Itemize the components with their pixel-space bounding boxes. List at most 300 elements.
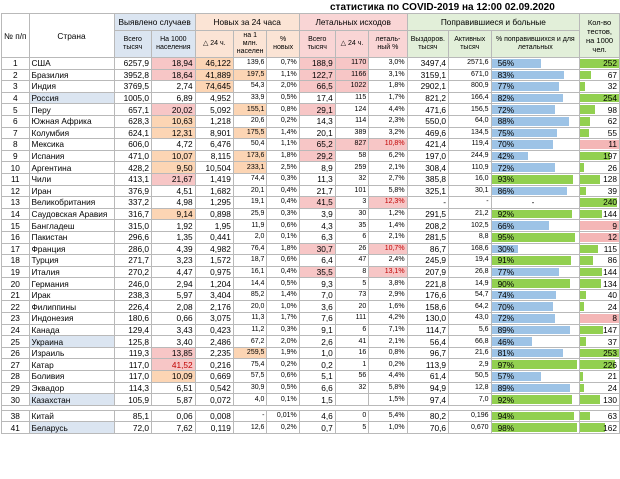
row-active: 168,6 bbox=[449, 243, 492, 255]
row-country: Эквадор bbox=[29, 382, 114, 394]
row-deaths-total: 4,6 bbox=[299, 410, 335, 422]
row-tests bbox=[580, 371, 620, 383]
tests-value: 9 bbox=[612, 220, 617, 231]
row-total: 471,0 bbox=[114, 150, 151, 162]
row-per1000: 10,63 bbox=[151, 115, 195, 127]
tests-value: 39 bbox=[607, 185, 617, 196]
tests-value: 252 bbox=[603, 58, 617, 69]
row-country: Пакистан bbox=[29, 231, 114, 243]
row-total: 270,2 bbox=[114, 266, 151, 278]
row-active: 244,9 bbox=[449, 150, 492, 162]
tests-value: 37 bbox=[607, 336, 617, 347]
row-recovered-pct bbox=[491, 371, 580, 383]
table-row bbox=[2, 220, 620, 232]
row-country: Испания bbox=[29, 150, 114, 162]
row-tests bbox=[580, 220, 620, 232]
table-row bbox=[2, 324, 620, 336]
row-deaths-total: 7,6 bbox=[299, 313, 335, 325]
row-active: 2571,6 bbox=[449, 58, 492, 70]
tests-value: 63 bbox=[607, 411, 617, 422]
table-row bbox=[2, 410, 620, 422]
recovered-pct-value: - bbox=[531, 197, 535, 208]
row-total: 315,0 bbox=[114, 220, 151, 232]
header-active-k: Активных тысяч bbox=[449, 31, 492, 58]
row-deaths-delta: 1 bbox=[335, 359, 368, 371]
row-recovered: 176,6 bbox=[407, 289, 448, 301]
row-tests bbox=[580, 69, 620, 81]
tests-value: 26 bbox=[607, 162, 617, 173]
row-total: 316,7 bbox=[114, 208, 151, 220]
row-per1000: 6,89 bbox=[151, 92, 195, 104]
row-recovered: 61,4 bbox=[407, 371, 448, 383]
row-country: Украина bbox=[29, 336, 114, 348]
table-row bbox=[2, 289, 620, 301]
table-row bbox=[2, 231, 620, 243]
row-per1m: 4,0 bbox=[233, 394, 267, 406]
header-recovered: Поправившиеся и больные bbox=[407, 14, 580, 31]
row-recovered: 245,9 bbox=[407, 255, 448, 267]
row-pct-new: 0,8% bbox=[267, 104, 299, 116]
row-lethal: 4,2% bbox=[369, 313, 407, 325]
recovered-pct-value: 72% bbox=[497, 162, 515, 173]
row-deaths-delta: 16 bbox=[335, 347, 368, 359]
row-country: Боливия bbox=[29, 371, 114, 383]
tests-value: 115 bbox=[603, 243, 617, 254]
row-per1000: 10,09 bbox=[151, 371, 195, 383]
row-deaths-delta: 5 bbox=[335, 278, 368, 290]
row-recovered-pct bbox=[491, 266, 580, 278]
row-num: 27 bbox=[2, 359, 30, 371]
row-total: 180,6 bbox=[114, 313, 151, 325]
row-recovered: 2902,1 bbox=[407, 81, 448, 93]
row-deaths-delta: 47 bbox=[335, 255, 368, 267]
header-new24: Новых за 24 часа bbox=[195, 14, 299, 31]
row-country: Россия bbox=[29, 92, 114, 104]
row-lethal: 2,7% bbox=[369, 173, 407, 185]
row-country: Франция bbox=[29, 243, 114, 255]
row-total: 628,3 bbox=[114, 115, 151, 127]
row-per1m: 173,6 bbox=[233, 150, 267, 162]
row-num: 38 bbox=[2, 410, 30, 422]
row-total: 271,7 bbox=[114, 255, 151, 267]
tests-value: 254 bbox=[603, 93, 617, 104]
row-num: 11 bbox=[2, 173, 30, 185]
row-recovered-pct bbox=[491, 301, 580, 313]
row-pct-new: 1,9% bbox=[267, 347, 299, 359]
row-pct-new: 0,1% bbox=[267, 394, 299, 406]
row-deaths-delta: 5 bbox=[335, 422, 368, 434]
row-per1000: 2,74 bbox=[151, 81, 195, 93]
row-recovered-pct bbox=[491, 208, 580, 220]
recovered-pct-value: 66% bbox=[497, 220, 515, 231]
header-per1000: На 1000 населения bbox=[151, 31, 195, 58]
row-lethal: 3,0% bbox=[369, 58, 407, 70]
row-country: Индонезия bbox=[29, 313, 114, 325]
row-recovered-pct bbox=[491, 115, 580, 127]
row-num: 23 bbox=[2, 313, 30, 325]
recovered-pct-value: 82% bbox=[497, 93, 515, 104]
row-active: 2,9 bbox=[449, 359, 492, 371]
row-per1m: 54,3 bbox=[233, 81, 267, 93]
row-num: 16 bbox=[2, 231, 30, 243]
row-num: 24 bbox=[2, 324, 30, 336]
row-delta24: 8,901 bbox=[195, 127, 233, 139]
row-lethal: 13,1% bbox=[369, 266, 407, 278]
row-recovered-pct bbox=[491, 410, 580, 422]
row-lethal: 2,1% bbox=[369, 231, 407, 243]
row-deaths-total: 17,4 bbox=[299, 92, 335, 104]
row-recovered: 291,5 bbox=[407, 208, 448, 220]
row-num: 28 bbox=[2, 371, 30, 383]
row-deaths-delta: 26 bbox=[335, 243, 368, 255]
row-delta24: 0,898 bbox=[195, 208, 233, 220]
row-country: Южная Африка bbox=[29, 115, 114, 127]
row-pct-new: 0,6% bbox=[267, 220, 299, 232]
row-recovered: 113,9 bbox=[407, 359, 448, 371]
row-per1m: 18,7 bbox=[233, 255, 267, 267]
row-delta24: 1,95 bbox=[195, 220, 233, 232]
row-num: 10 bbox=[2, 162, 30, 174]
row-delta24: 0,441 bbox=[195, 231, 233, 243]
row-lethal: 4,4% bbox=[369, 104, 407, 116]
row-num: 41 bbox=[2, 422, 30, 434]
header-deaths-delta: △ 24 ч. bbox=[335, 31, 368, 58]
row-per1000: 4,98 bbox=[151, 197, 195, 209]
row-per1m: 25,9 bbox=[233, 208, 267, 220]
table-row bbox=[2, 371, 620, 383]
table-body bbox=[2, 58, 620, 434]
recovered-pct-value: 57% bbox=[497, 371, 515, 382]
row-delta24: 5,092 bbox=[195, 104, 233, 116]
row-per1000: 4,72 bbox=[151, 139, 195, 151]
row-delta24: 1,218 bbox=[195, 115, 233, 127]
recovered-pct-value: 30% bbox=[497, 243, 515, 254]
tests-value: 144 bbox=[603, 266, 617, 277]
row-pct-new: 0,6% bbox=[267, 255, 299, 267]
row-pct-new: 0,2% bbox=[267, 359, 299, 371]
row-deaths-delta: 6 bbox=[335, 231, 368, 243]
recovered-pct-value: 88% bbox=[497, 116, 515, 127]
row-country: Италия bbox=[29, 266, 114, 278]
tests-value: 32 bbox=[607, 81, 617, 92]
row-pct-new: 0,01% bbox=[267, 410, 299, 422]
row-delta24: 46,122 bbox=[195, 58, 233, 70]
row-recovered: 550,0 bbox=[407, 115, 448, 127]
row-recovered: 208,2 bbox=[407, 220, 448, 232]
row-deaths-delta: 3 bbox=[335, 197, 368, 209]
row-active: 14,9 bbox=[449, 278, 492, 290]
row-total: 657,1 bbox=[114, 104, 151, 116]
row-per1000: 0,06 bbox=[151, 410, 195, 422]
row-deaths-delta bbox=[335, 394, 368, 406]
header-country: Страна bbox=[29, 14, 114, 58]
row-delta24: 2,176 bbox=[195, 301, 233, 313]
row-recovered: 96,7 bbox=[407, 347, 448, 359]
row-active: - bbox=[449, 197, 492, 209]
row-per1000: 1,35 bbox=[151, 231, 195, 243]
table-row bbox=[2, 58, 620, 70]
row-tests bbox=[580, 410, 620, 422]
header-pct-new: % новых bbox=[267, 31, 299, 58]
recovered-pct-value: 86% bbox=[497, 185, 515, 196]
tests-value: 11 bbox=[608, 139, 617, 150]
row-delta24: 0,072 bbox=[195, 394, 233, 406]
row-delta24: 1,682 bbox=[195, 185, 233, 197]
row-pct-new: 1,8% bbox=[267, 243, 299, 255]
row-lethal: 7,1% bbox=[369, 324, 407, 336]
row-active: 134,5 bbox=[449, 127, 492, 139]
row-per1000: 0,66 bbox=[151, 313, 195, 325]
row-active: 5,6 bbox=[449, 324, 492, 336]
row-tests bbox=[580, 208, 620, 220]
row-per1m: 2,0 bbox=[233, 231, 267, 243]
row-recovered-pct bbox=[491, 197, 580, 209]
row-per1000: 9,14 bbox=[151, 208, 195, 220]
row-lethal: 1,7% bbox=[369, 92, 407, 104]
row-deaths-delta: 20 bbox=[335, 301, 368, 313]
row-num: 30 bbox=[2, 394, 30, 406]
row-per1m: - bbox=[233, 410, 267, 422]
row-recovered: 471,6 bbox=[407, 104, 448, 116]
row-lethal: 1,0% bbox=[369, 422, 407, 434]
row-tests bbox=[580, 347, 620, 359]
row-lethal: 12,3% bbox=[369, 197, 407, 209]
row-country: Бразилия bbox=[29, 69, 114, 81]
row-recovered-pct bbox=[491, 278, 580, 290]
tests-value: 24 bbox=[607, 382, 617, 393]
row-country: Казахстан bbox=[29, 394, 114, 406]
row-total: 6257,9 bbox=[114, 58, 151, 70]
row-delta24: 0,975 bbox=[195, 266, 233, 278]
row-deaths-delta: 35 bbox=[335, 220, 368, 232]
row-deaths-total: 14,3 bbox=[299, 115, 335, 127]
row-deaths-total: 3,9 bbox=[299, 208, 335, 220]
row-recovered: 3497,4 bbox=[407, 58, 448, 70]
row-per1m: 139,6 bbox=[233, 58, 267, 70]
table-row bbox=[2, 104, 620, 116]
row-num: 22 bbox=[2, 301, 30, 313]
row-recovered-pct bbox=[491, 162, 580, 174]
recovered-pct-value: 92% bbox=[497, 209, 515, 220]
recovered-pct-value: 93% bbox=[497, 174, 515, 185]
row-deaths-total: 9,3 bbox=[299, 278, 335, 290]
row-active: 8,8 bbox=[449, 231, 492, 243]
row-total: 114,3 bbox=[114, 382, 151, 394]
row-pct-new: 1,4% bbox=[267, 289, 299, 301]
row-deaths-delta: 58 bbox=[335, 150, 368, 162]
table-row bbox=[2, 313, 620, 325]
row-tests bbox=[580, 104, 620, 116]
row-num: 25 bbox=[2, 336, 30, 348]
row-num: 3 bbox=[2, 81, 30, 93]
row-country: Катар bbox=[29, 359, 114, 371]
row-delta24: 0,542 bbox=[195, 382, 233, 394]
table-row bbox=[2, 92, 620, 104]
row-recovered-pct bbox=[491, 289, 580, 301]
row-delta24: 0,119 bbox=[195, 422, 233, 434]
row-deaths-total: 8,9 bbox=[299, 162, 335, 174]
row-recovered: 3159,1 bbox=[407, 69, 448, 81]
row-deaths-delta: 32 bbox=[335, 382, 368, 394]
row-tests bbox=[580, 139, 620, 151]
header-recovered-pct: % поправившихся и для летальных bbox=[491, 31, 580, 58]
row-tests bbox=[580, 278, 620, 290]
table-row bbox=[2, 422, 620, 434]
recovered-pct-value: 91% bbox=[497, 255, 515, 266]
row-active: 110,9 bbox=[449, 162, 492, 174]
row-num: 5 bbox=[2, 104, 30, 116]
row-deaths-delta: 56 bbox=[335, 371, 368, 383]
row-recovered: 385,8 bbox=[407, 173, 448, 185]
row-pct-new: 0,6% bbox=[267, 371, 299, 383]
row-deaths-total: 65,2 bbox=[299, 139, 335, 151]
row-per1m: 175,5 bbox=[233, 127, 267, 139]
row-deaths-delta: 115 bbox=[335, 92, 368, 104]
row-per1000: 18,64 bbox=[151, 69, 195, 81]
row-delta24: 4,982 bbox=[195, 243, 233, 255]
row-recovered-pct bbox=[491, 394, 580, 406]
row-pct-new: 0,5% bbox=[267, 92, 299, 104]
row-active: 43,0 bbox=[449, 313, 492, 325]
table-row bbox=[2, 139, 620, 151]
row-recovered: 197,0 bbox=[407, 150, 448, 162]
row-pct-new: 1,8% bbox=[267, 150, 299, 162]
row-recovered-pct bbox=[491, 92, 580, 104]
row-total: 296,6 bbox=[114, 231, 151, 243]
row-per1m: 85,2 bbox=[233, 289, 267, 301]
row-deaths-delta: 1166 bbox=[335, 69, 368, 81]
row-delta24: 1,419 bbox=[195, 173, 233, 185]
row-active: 671,0 bbox=[449, 69, 492, 81]
row-deaths-total: 41,5 bbox=[299, 197, 335, 209]
row-num: 9 bbox=[2, 150, 30, 162]
row-deaths-total: 30,7 bbox=[299, 243, 335, 255]
row-recovered-pct bbox=[491, 150, 580, 162]
row-deaths-total: 35,5 bbox=[299, 266, 335, 278]
row-delta24: 1,204 bbox=[195, 278, 233, 290]
page-title: статистика по COVID-2019 на 12:00 02.09.2020 bbox=[330, 2, 555, 13]
row-deaths-total: 188,9 bbox=[299, 58, 335, 70]
recovered-pct-value: 75% bbox=[497, 127, 515, 138]
row-country: Иран bbox=[29, 185, 114, 197]
row-pct-new: 2,0% bbox=[267, 336, 299, 348]
row-recovered: 94,9 bbox=[407, 382, 448, 394]
row-lethal: 2,1% bbox=[369, 336, 407, 348]
recovered-pct-value: 72% bbox=[497, 104, 515, 115]
row-per1000: 5,87 bbox=[151, 394, 195, 406]
row-per1000: 4,39 bbox=[151, 243, 195, 255]
row-pct-new: 1,1% bbox=[267, 139, 299, 151]
row-per1000: 3,43 bbox=[151, 324, 195, 336]
row-per1000: 10,07 bbox=[151, 150, 195, 162]
row-total: 72,0 bbox=[114, 422, 151, 434]
row-per1m: 11,2 bbox=[233, 324, 267, 336]
row-active: 800,9 bbox=[449, 81, 492, 93]
row-deaths-total: 5,1 bbox=[299, 371, 335, 383]
row-deaths-total: 4,3 bbox=[299, 220, 335, 232]
row-total: 105,9 bbox=[114, 394, 151, 406]
row-active: 30,1 bbox=[449, 185, 492, 197]
recovered-pct-value: 70% bbox=[497, 139, 515, 150]
row-recovered: - bbox=[407, 197, 448, 209]
tests-value: 24 bbox=[607, 301, 617, 312]
row-tests bbox=[580, 115, 620, 127]
tests-value: 253 bbox=[603, 348, 617, 359]
row-lethal: 5,8% bbox=[369, 382, 407, 394]
row-num: 21 bbox=[2, 289, 30, 301]
row-pct-new: 0,5% bbox=[267, 382, 299, 394]
row-delta24: 0,423 bbox=[195, 324, 233, 336]
row-recovered-pct bbox=[491, 231, 580, 243]
row-total: 117,0 bbox=[114, 371, 151, 383]
table-row bbox=[2, 185, 620, 197]
tests-value: 147 bbox=[603, 324, 617, 335]
row-recovered-pct bbox=[491, 104, 580, 116]
row-recovered: 158,6 bbox=[407, 301, 448, 313]
row-num: 15 bbox=[2, 220, 30, 232]
row-delta24: 0,669 bbox=[195, 371, 233, 383]
row-active: 54,7 bbox=[449, 289, 492, 301]
row-per1m: 11,3 bbox=[233, 313, 267, 325]
row-recovered-pct bbox=[491, 81, 580, 93]
row-deaths-total: 6,3 bbox=[299, 231, 335, 243]
row-lethal: 1,6% bbox=[369, 301, 407, 313]
row-deaths-delta: 101 bbox=[335, 185, 368, 197]
row-num: 4 bbox=[2, 92, 30, 104]
row-pct-new: 0,2% bbox=[267, 115, 299, 127]
row-deaths-total: 0,2 bbox=[299, 359, 335, 371]
row-total: 286,0 bbox=[114, 243, 151, 255]
row-recovered: 130,0 bbox=[407, 313, 448, 325]
row-per1m: 20,6 bbox=[233, 115, 267, 127]
row-per1m: 19,1 bbox=[233, 197, 267, 209]
row-tests bbox=[580, 243, 620, 255]
row-tests bbox=[580, 301, 620, 313]
row-country: Турция bbox=[29, 255, 114, 267]
row-per1000: 2,08 bbox=[151, 301, 195, 313]
row-per1m: 76,4 bbox=[233, 243, 267, 255]
row-delta24: 1,295 bbox=[195, 197, 233, 209]
row-lethal: 6,2% bbox=[369, 150, 407, 162]
row-lethal: 3,8% bbox=[369, 278, 407, 290]
covid-stats-table bbox=[1, 13, 620, 434]
row-total: 376,9 bbox=[114, 185, 151, 197]
row-tests bbox=[580, 382, 620, 394]
row-recovered-pct bbox=[491, 422, 580, 434]
row-recovered: 114,7 bbox=[407, 324, 448, 336]
row-num: 12 bbox=[2, 185, 30, 197]
row-tests bbox=[580, 150, 620, 162]
row-deaths-delta: 30 bbox=[335, 208, 368, 220]
row-per1m: 20,0 bbox=[233, 301, 267, 313]
row-deaths-delta: 73 bbox=[335, 289, 368, 301]
tests-value: 128 bbox=[603, 174, 617, 185]
row-per1m: 67,2 bbox=[233, 336, 267, 348]
row-per1m: 12,6 bbox=[233, 422, 267, 434]
row-deaths-delta: 32 bbox=[335, 173, 368, 185]
row-per1m: 233,1 bbox=[233, 162, 267, 174]
row-recovered: 421,4 bbox=[407, 139, 448, 151]
row-deaths-total: 20,1 bbox=[299, 127, 335, 139]
recovered-pct-value: 94% bbox=[497, 411, 515, 422]
row-lethal: 0,8% bbox=[369, 347, 407, 359]
row-total: 226,4 bbox=[114, 301, 151, 313]
row-delta24: 2,486 bbox=[195, 336, 233, 348]
header-detected: Выявлено случаев bbox=[114, 14, 195, 31]
recovered-pct-value: 81% bbox=[497, 348, 515, 359]
row-per1m: 197,5 bbox=[233, 69, 267, 81]
row-pct-new: 0,5% bbox=[267, 278, 299, 290]
